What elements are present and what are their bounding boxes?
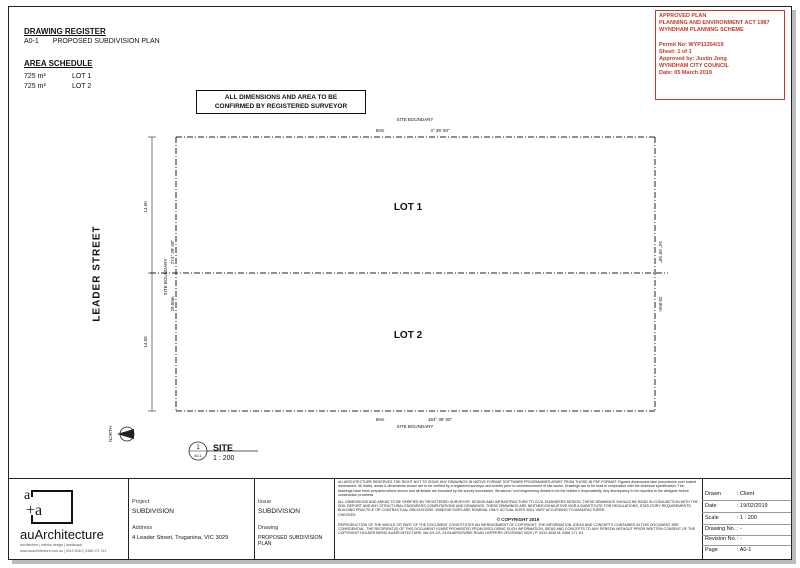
scale-row: Scale : 1 : 200	[705, 515, 757, 521]
note-line: ALL DIMENSIONS AND AREA TO BE	[224, 94, 338, 101]
stamp-line: WYNDHAM CITY COUNCIL	[659, 63, 729, 70]
disclaimer-mid: ALL DIMENSIONS AND AREAS TO BE VERIFIED BY REGISTERED SURVEYOR. DESIGN AND INFRASTRUCTURE TO CIVIL ENGINEERS DESIGN. THESE DRAWINGS SHOULD BE READ IN CONJUNCTION WITH THE SOIL REPORT AND ANY STRUCTURAL ENGINEERS COMPUTATIONS AND DRAWINGS. THESE DRAWINGS ARE NEITHER EXHAUSTIVE NOR A SUBSTITUTE FOR REGULATIONS, STATUTORY REQUIREMENTS, BUILDING PRACTICE OR CONTRACTUAL OBLIGATIONS. WINDOW SIZES ARE NOMINAL ONLY. ACTUAL SIZES WILL VARY ACCORDING TO MANUFACTURER.	[338, 499, 698, 513]
issue-value: SUBDIVISION	[258, 508, 300, 515]
area-value: 725 m²	[24, 73, 46, 80]
stamp-line: PLANNING AND ENVIRONMENT ACT 1987	[659, 20, 770, 27]
north-label: NORTH	[108, 426, 113, 442]
date-row: Date : 19/02/2019	[705, 503, 768, 509]
drawing-register-title: DRAWING REGISTER	[24, 27, 106, 36]
view-title: SITE	[213, 443, 234, 453]
issue-label: Issue	[258, 499, 272, 505]
register-entry-code: A0-1	[24, 38, 39, 45]
au-architecture-logo-icon	[18, 483, 78, 525]
lot-2-label: LOT 2	[393, 330, 423, 341]
marker-number: 1	[196, 445, 200, 451]
area-lot: LOT 1	[71, 73, 92, 80]
svg-text:a: a	[24, 488, 31, 503]
page-row: Page : A0-1	[705, 547, 752, 553]
top-dim-label: 50m	[375, 128, 385, 133]
address-label: Address	[132, 525, 153, 531]
register-entry-name: PROPOSED SUBDIVISION PLAN	[52, 38, 160, 45]
bottom-bearing-label: 184° 39' 50"	[427, 417, 453, 422]
marker-ref: A0-1	[194, 454, 202, 458]
project-value: SUBDIVISION	[132, 508, 174, 515]
view-scale: 1 : 200	[213, 455, 235, 462]
svg-text:+a: +a	[26, 502, 43, 519]
checked-label: CHECKED	[338, 512, 356, 517]
drawing-label: Drawing	[258, 525, 279, 531]
top-bearing-label: 4° 39' 50"	[430, 128, 450, 133]
left-bearing-label: 274° 39' 50"	[170, 239, 175, 265]
right-dist-label: 29.00m	[658, 296, 663, 312]
logo-name: auArchitecture	[20, 527, 104, 542]
disclaimer-top: AU ARCHITECTURE RESERVES THE RIGHT NOT TO ISSUE ANY DRAWINGS IN NATIVE FORMAT SOFTWARE PROGRAMMES APART FROM THOSE IN PDF FORMAT. Figured dimensions take precedence over scaled dimensions. All levels, areas & dimensions shown are to be verified by a registered surveyor and builder prior to commencement of site works. Drawings are to be read in conjunction with the technical specification. The drawings have been prepared where shown and all details are bounded by the survey boundaries. Structural / civil engineering details to be the builder's responsibility. Any discrepancy to be reported to the designer before construction proceeds.	[338, 480, 697, 498]
copyright: © COPYRIGHT 2019	[496, 517, 540, 523]
top-boundary-label: SITE BOUNDARY	[396, 117, 434, 122]
drawing-no-row: Drawing No. : -	[705, 526, 742, 532]
note-line: CONFIRMED BY REGISTERED SURVEYOR	[214, 103, 348, 110]
stamp-line: APPROVED PLAN	[659, 13, 707, 19]
revision-row: Revision No.: -	[705, 536, 742, 542]
left-dim-top-label: 14.50	[143, 201, 148, 213]
bottom-dim-label: 50m	[375, 417, 385, 422]
drawn-row: Drawn : Client	[705, 491, 755, 497]
left-dim-bottom-label: 14.50	[143, 336, 148, 348]
drawing-value: PROPOSED SUBDIVISION PLAN	[258, 535, 323, 547]
area-lot: LOT 2	[71, 83, 92, 90]
logo-tagline: architecture | interior design | landscape	[20, 543, 82, 547]
address-value: 4 Leader Street, Truganina, VIC 3029	[132, 535, 229, 541]
project-label: Project	[132, 499, 150, 505]
title-block-border	[9, 478, 791, 479]
stamp-line: Approved by: Justin Jong	[659, 56, 727, 63]
logo-contact: www.auarchitecture.com.au | 0413 4040 | 0466 171 111	[20, 549, 107, 553]
disclaimer-bottom: REPRODUCTION OF THE WHOLE OR PART OF THE DOCUMENT CONSTITUTES AN INFRINGEMENT OF COPYRIGHT. THE INFORMATION, IDEAS AND CONCEPTS CONTAINED IN THIS DOCUMENT ARE CONFIDENTIAL. THE RECIPIENT(S) OF THIS DOCUMENT IS/ARE PROHIBITED FROM DISCLOSING SUCH INFORMATION, IDEAS AND CONCEPTS TO ANY PERSON WITHOUT PRIOR WRITTEN CONSENT OF THE COPYRIGHT HOLDER BEING AUARCHITECTURE. Ma 2/4 2/3, 24 BLAIRGOWRIE ROAD HOPPERS CROSSING 3029 | P: 0413 4040 M: 0466 171 111	[338, 522, 696, 536]
left-boundary-label: SITE BOUNDARY	[163, 258, 168, 296]
street-name: LEADER STREET	[91, 225, 103, 322]
stamp-line: Sheet: 1 of 1	[659, 48, 692, 55]
lot-1-label: LOT 1	[393, 202, 423, 213]
stamp-line: Date: 05 March 2019	[659, 70, 712, 77]
stamp-line: WYNDHAM PLANNING SCHEME	[659, 27, 744, 34]
disclaimer-block	[338, 480, 698, 536]
stamp-line: Permit No: WYP11354/19	[659, 41, 724, 48]
right-bearing-label: 94° 39' 50"	[658, 241, 663, 263]
area-value: 725 m²	[24, 83, 46, 90]
bottom-boundary-label: SITE BOUNDARY	[396, 424, 434, 429]
area-schedule-title: AREA SCHEDULE	[24, 59, 93, 68]
left-dist-label: 29.00m	[170, 296, 175, 312]
